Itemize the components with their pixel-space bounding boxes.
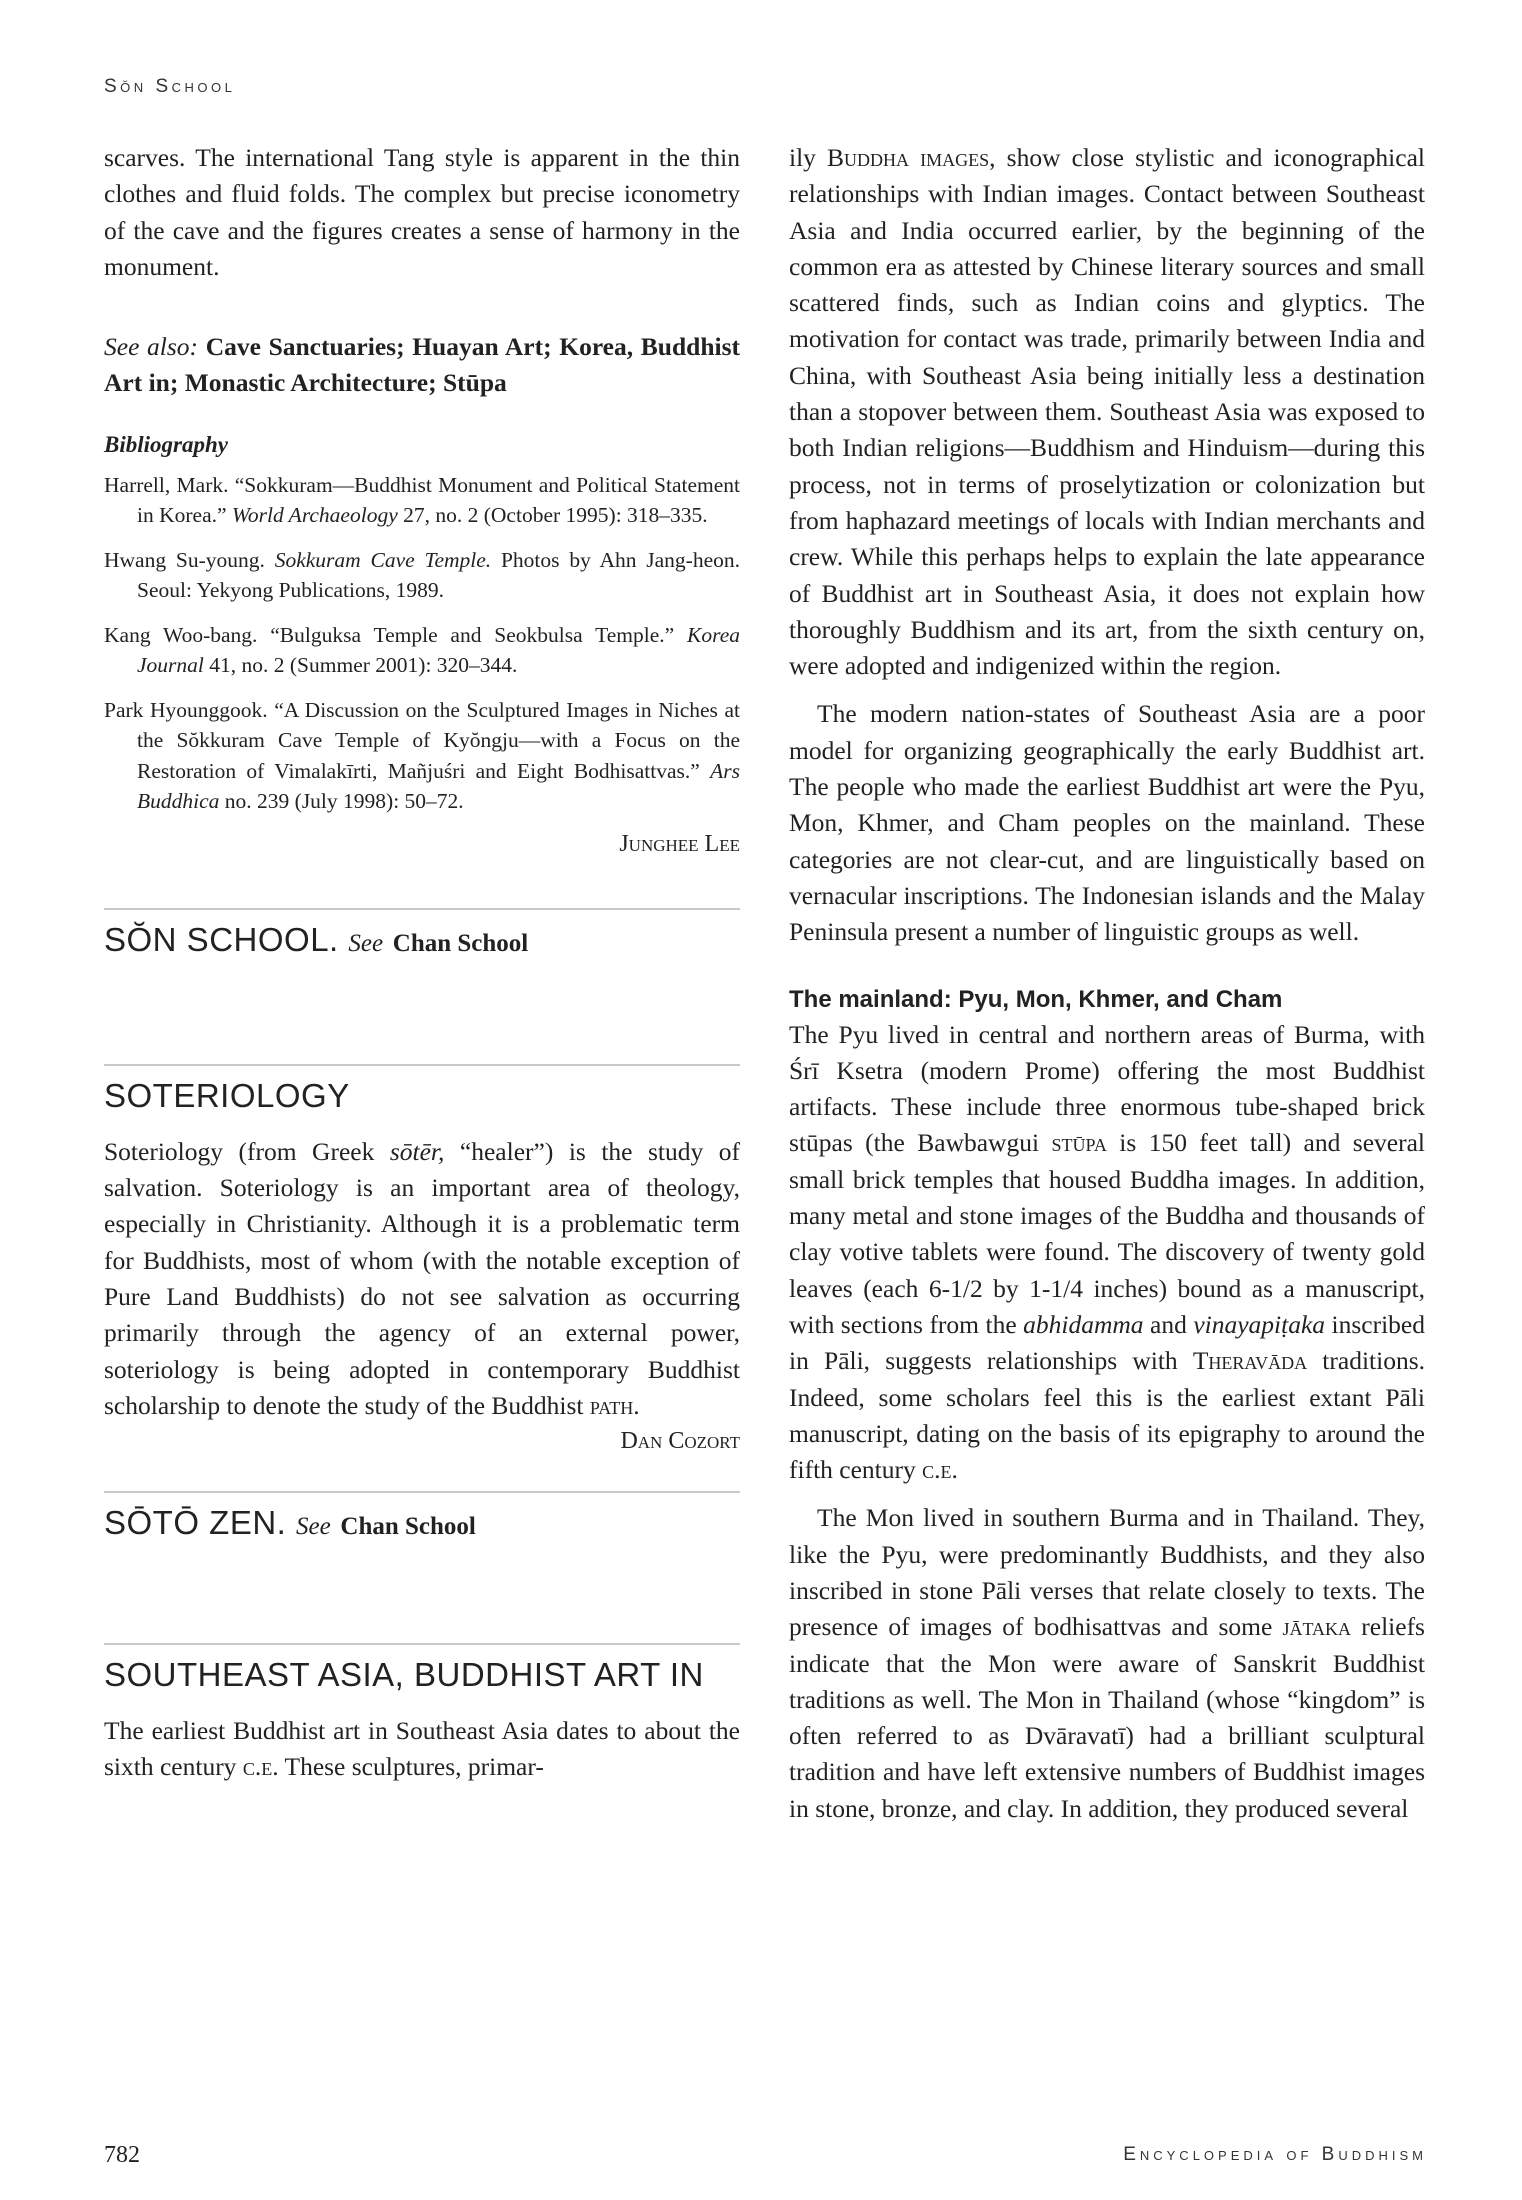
entry-title: SOUTHEAST ASIA, BUDDHIST ART IN: [104, 1656, 704, 1694]
page-number: 782: [104, 2142, 140, 2168]
southeast-paragraph: The earliest Buddhist art in Southeast Asia dates to about the sixth century c.e. These sculptures, primar-: [104, 1716, 740, 1782]
article-paragraph: ily Buddha images, show close stylistic and iconographical relationships with Indian images. Contact between Southeast Asia and India occurred earlier, by the beginning of the common era as attested by Chinese literary sources and small scattered finds, such as Indian coins and glyptics. The motivation for contact was trade, primarily between India and China, with Southeast Asia being initially less a destination than a stopover between them. Southeast Asia was exposed to both Indian religions—Buddhism and Hinduism—during this process, not in terms of proselytization or colonization but from haphazard meetings of locals with Indian merchants and crew. While this perhaps helps to explain the late appearance of Buddhist art in Southeast Asia, it does not explain how thoroughly Buddhism and its art, from the sixth century on, were adopted and indigenized within the region.: [789, 143, 1425, 681]
entry-title: SŎN SCHOOL. See Chan School: [104, 920, 529, 958]
running-head: Sŏn School: [104, 76, 236, 97]
entry-southeast-asia: [104, 1643, 740, 1786]
footer-title: Encyclopedia of Buddhism: [1123, 2144, 1427, 2165]
see-also: [104, 329, 740, 402]
cross-reference-link[interactable]: Chan School: [392, 929, 529, 957]
bibliography-heading: Bibliography: [104, 431, 228, 457]
cross-reference-link[interactable]: Chan School: [340, 1513, 476, 1541]
entry-title: SŌTŌ ZEN. See Chan School: [104, 1504, 476, 1542]
bibliography-entry: Harrell, Mark. “Sokkuram—Buddhist Monument and Political Statement in Korea.” World Archaeology 27, no. 2 (October 1995): 318–335.: [104, 472, 740, 528]
cross-reference-link[interactable]: Theravāda: [1192, 1346, 1308, 1376]
article-paragraph: The Mon lived in southern Burma and in Thailand. They, like the Pyu, were predominantly Buddhists, and they also inscribed in stone Pāli verses that relate closely to texts. The presence of images of bodhisattvas and some jātaka reliefs indicate that the Mon were aware of Sanskrit Buddhist traditions as well. The Mon in Thailand (whose “kingdom” is often referred to as Dvāravatī) had a brilliant sculptural tradition and have left extensive numbers of Buddhist images in stone, bronze, and clay. In addition, they produced several: [789, 1503, 1425, 1823]
right-column: [789, 140, 1425, 1827]
cross-reference-link[interactable]: Buddha images: [827, 143, 990, 172]
entry-soto-zen: [104, 1491, 740, 1547]
continued-paragraph: scarves. The international Tang style is apparent in the thin clothes and fluid folds. The complex but precise iconometry of the cave and the figures creates a sense of harmony in the monument.: [104, 143, 740, 281]
entry-son-school: [104, 908, 740, 964]
author-signature: Dan Cozort: [620, 1428, 740, 1455]
section-subheading: The mainland: Pyu, Mon, Khmer, and Cham: [789, 985, 1283, 1013]
cross-reference-link[interactable]: jātaka: [1282, 1612, 1352, 1642]
bibliography-entry: Kang Woo-bang. “Bulguksa Temple and Seokbulsa Temple.” Korea Journal 41, no. 2 (Summer 2001): 320–344.: [104, 622, 740, 678]
see-also-label: See also:: [104, 332, 199, 362]
article-paragraph: The modern nation-states of Southeast Asia are a poor model for organizing geographically the early Buddhist art. The people who made the earliest Buddhist art were the Pyu, Mon, Khmer, and Cham peoples on the mainland. These categories are not clear-cut, and are linguistically based on vernacular inscriptions. The Indonesian islands and the Malay Peninsula present a number of linguistic groups as well.: [789, 699, 1425, 947]
see-also-targets[interactable]: Cave Sanctuaries; Huayan Art; Korea, Buddhist Art in; Monastic Architecture; Stūpa: [104, 332, 741, 398]
soteriology-paragraph: Soteriology (from Greek sōtēr, “healer”) is the study of salvation. Soteriology is an important area of theology, especially in Christianity. Although it is a problematic term for Buddhists, most of whom (with the notable exception of Pure Land Buddhists) do not see salvation as occurring primarily through the agency of an external power, soteriology is being adopted in contemporary Buddhist scholarship to denote the study of the Buddhist path.: [104, 1136, 740, 1420]
author-signature: Junghee Lee: [619, 830, 740, 857]
left-column: [104, 140, 740, 1786]
bibliography-entry: Hwang Su-young. Sokkuram Cave Temple. Photos by Ahn Jang-heon. Seoul: Yekyong Publications, 1989.: [104, 547, 741, 603]
entry-title: SOTERIOLOGY: [104, 1076, 350, 1114]
article-paragraph: The Pyu lived in central and northern areas of Burma, with Śrī Ksetra (modern Prome) offering the most Buddhist artifacts. These include three enormous tube-shaped brick stūpas (the Bawbawgui stūpa is 150 feet tall) and several small brick temples that housed Buddha images. In addition, many metal and stone images of the Buddha and thousands of clay votive tablets were found. The discovery of twenty gold leaves (each 6-1/2 by 1-1/4 inches) bound as a manuscript, with sections from the abhidamma and vinayapiṭaka inscribed in Pāli, suggests relationships with Theravāda traditions. Indeed, some scholars feel this is the earliest extant Pāli manuscript, dating on the basis of its epigraphy to around the fifth century c.e.: [789, 1019, 1426, 1485]
cross-reference-link[interactable]: stūpa: [1051, 1128, 1107, 1158]
cross-reference-link[interactable]: path: [589, 1390, 634, 1420]
bibliography-entry: Park Hyounggook. “A Discussion on the Sculptured Images in Niches at the Sŏkkuram Cave Temple of Kyŏngju—with a Focus on the Restoration of Vimalakīrti, Mañjuśri and Eight Bodhisattvas.” Ars Buddhica no. 239 (July 1998): 50–72.: [104, 697, 740, 814]
entry-soteriology: [104, 1064, 740, 1455]
